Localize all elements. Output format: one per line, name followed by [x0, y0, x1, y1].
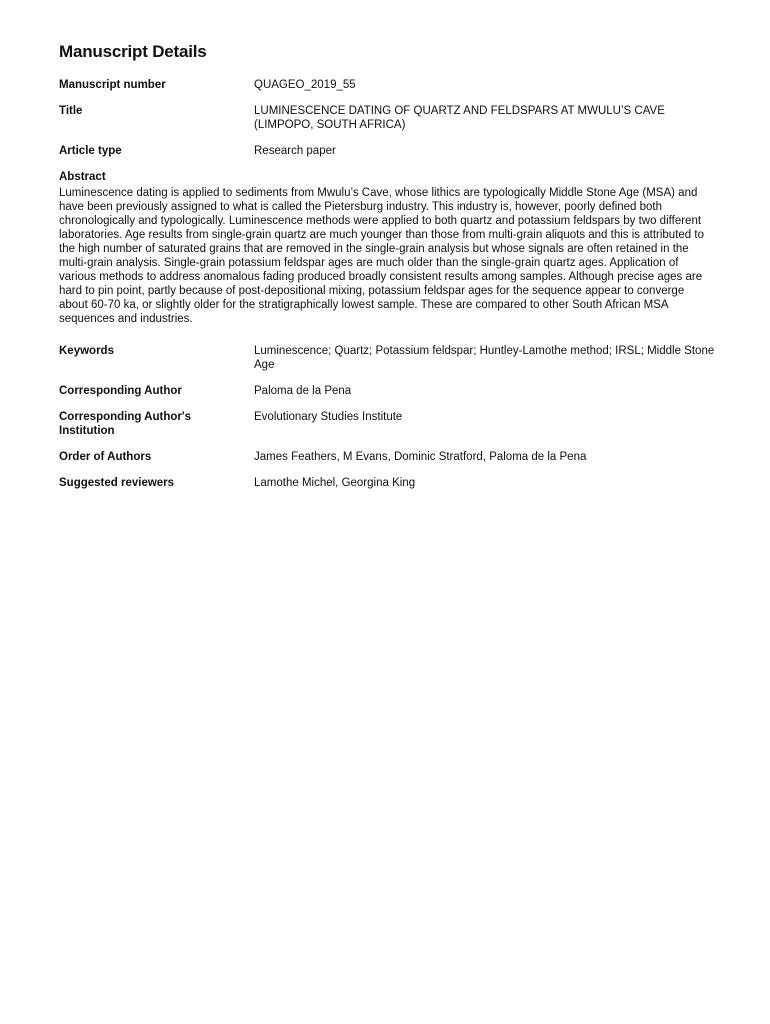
order-of-authors-label: Order of Authors — [59, 451, 152, 463]
title-label: Title — [59, 105, 83, 117]
manuscript-number-value: QUAGEO_2019_55 — [254, 79, 356, 91]
article-type-label: Article type — [59, 145, 122, 157]
suggested-reviewers-row — [59, 476, 719, 490]
article-type-value: Research paper — [254, 145, 336, 157]
manuscript-number-row — [59, 78, 719, 92]
institution-label: Corresponding Author's Institution — [59, 411, 191, 437]
manuscript-number-label: Manuscript number — [59, 79, 166, 91]
suggested-reviewers-value: Lamothe Michel, Georgina King — [254, 477, 416, 489]
title-value: LUMINESCENCE DATING OF QUARTZ AND FELDSPARS AT MWULU’S CAVE (LIMPOPO, SOUTH AFRICA) — [254, 105, 665, 131]
corresponding-author-value: Paloma de la Pena — [254, 385, 352, 397]
keywords-row — [59, 344, 719, 372]
suggested-reviewers-label: Suggested reviewers — [59, 477, 175, 489]
manuscript-details-page — [59, 40, 719, 502]
abstract-text: Luminescence dating is applied to sediments from Mwulu’s Cave, whose lithics are typologically Middle Stone Age (MSA) and have been previously assigned to what is called the Pietersburg industry. This industry is, however, poorly defined both chronologically and typologically. Luminescence methods were applied to both quartz and potassium feldspars by two different laboratories. Age results from single-grain quartz are much younger than those from multi-grain aliquots and this is attributed to the high number of saturated grains that are removed in the single-grain analysis but whose signals are often retained in the multi-grain analysis. Single-grain potassium feldspar ages are much older than the single-grain quartz ages. Application of various methods to address anomalous fading produced broadly consistent results among samples. Although precise ages are hard to pin point, partly because of post-depositional mixing, potassium feldspar ages for the sequence appear to converge about 60-70 ka, or slightly older for the stratigraphically lowest sample. These are compared to other South African MSA sequences and industries. — [59, 187, 704, 325]
corresponding-author-label: Corresponding Author — [59, 385, 182, 397]
corresponding-author-row — [59, 384, 719, 398]
abstract-heading: Abstract — [59, 171, 106, 183]
article-type-row — [59, 144, 719, 158]
page-title: Manuscript Details — [59, 42, 207, 61]
title-row — [59, 104, 719, 132]
keywords-value: Luminescence; Quartz; Potassium feldspar; Huntley-Lamothe method; IRSL; Middle Stone Age — [254, 345, 715, 371]
order-of-authors-row — [59, 450, 719, 464]
institution-value: Evolutionary Studies Institute — [254, 411, 403, 423]
institution-row — [59, 410, 719, 438]
order-of-authors-value: James Feathers, M Evans, Dominic Stratford, Paloma de la Pena — [254, 451, 587, 463]
keywords-label: Keywords — [59, 345, 114, 357]
